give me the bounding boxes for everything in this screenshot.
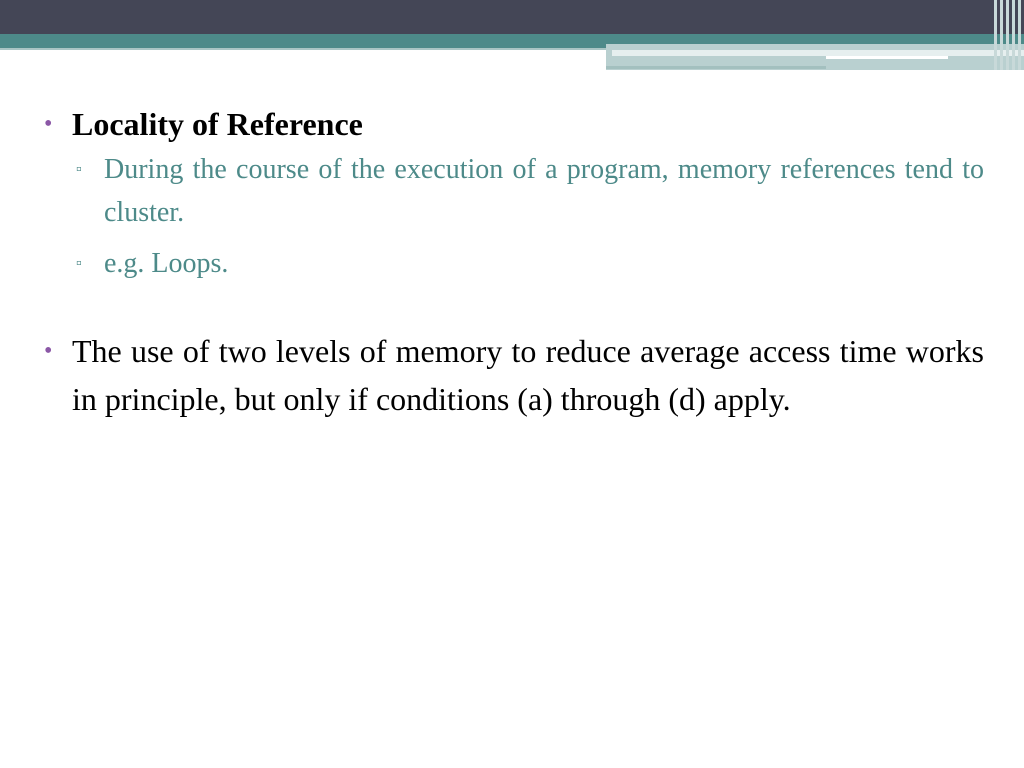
bullet-item — [44, 327, 984, 423]
sub-bullet-text: e.g. Loops. — [104, 248, 229, 279]
header-pale-line — [0, 48, 606, 50]
bullet-marker: • — [44, 111, 53, 137]
sub-bullet-list — [44, 148, 984, 285]
header-stripe — [1012, 0, 1015, 70]
header-stripe — [1000, 0, 1003, 70]
bullet-text: Locality of Reference — [72, 106, 363, 142]
header-stripe — [1018, 0, 1021, 70]
header-thin-line — [826, 56, 948, 59]
bullet-item — [44, 100, 984, 148]
slide-body — [44, 100, 984, 423]
header-dark-bar — [0, 0, 1024, 34]
header-light-inner — [612, 50, 1024, 56]
sub-bullet-marker: ▫ — [76, 161, 82, 178]
sub-bullet-text: During the course of the execution of a program, memory references tend to cluster. — [104, 154, 984, 228]
header-stripe — [994, 0, 997, 70]
bullet-text: The use of two levels of memory to reduce average access time works in principle, but only if conditions (a) through (d) apply. — [72, 333, 984, 417]
sub-bullet-item — [76, 148, 984, 234]
bullet-marker: • — [44, 338, 53, 364]
sub-bullet-item — [76, 242, 984, 285]
sub-bullet-marker: ▫ — [76, 255, 82, 272]
header-stripe — [1006, 0, 1009, 70]
spacer — [44, 293, 984, 327]
header-thin-line — [606, 66, 826, 69]
header-stripes — [990, 0, 1024, 70]
